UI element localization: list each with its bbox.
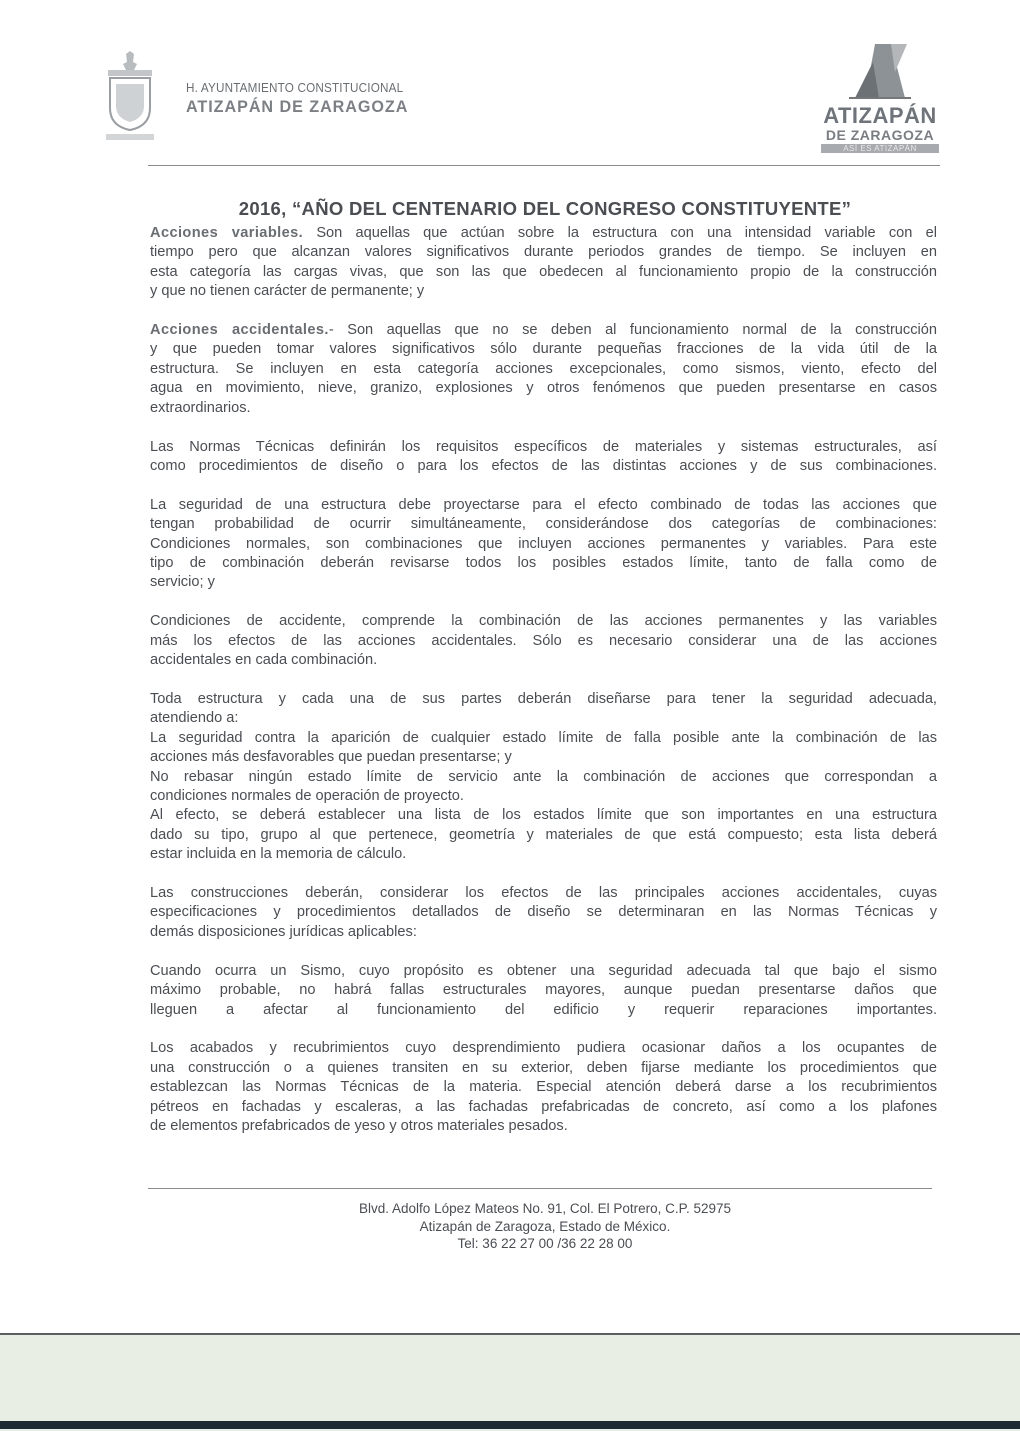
text-line	[150, 535, 937, 554]
text-line	[150, 748, 937, 767]
line-text: tengan probabilidad de ocurrir simultáneamente, considerándose dos categorías de combinaciones:	[150, 516, 937, 533]
text-line	[150, 729, 937, 748]
text-line	[150, 709, 937, 728]
line-text: Cuando ocurra un Sismo, cuyo propósito es obtener una seguridad adecuada tal que bajo el sismo	[150, 962, 937, 979]
line-text: esta categoría las cargas vivas, que son las que obedecen al funcionamiento propio de la construcción	[150, 263, 937, 280]
line-text: La seguridad contra la aparición de cualquier estado límite de falla posible ante la combinación de las	[150, 729, 937, 746]
header-divider	[148, 165, 940, 166]
text-line	[150, 1001, 937, 1020]
text-line	[150, 845, 937, 864]
text-line	[150, 884, 937, 903]
text-line	[150, 573, 937, 592]
text-line	[150, 903, 937, 922]
paragraph	[150, 1039, 937, 1136]
text-line	[150, 1059, 937, 1078]
text-line	[150, 612, 937, 631]
line-text: tiempo pero que alcanzan valores significativos durante periodos grandes de tiempo. Se incluyen en	[150, 244, 937, 261]
line-text: Las Normas Técnicas definirán los requisitos específicos de materiales y sistemas estructurales, así	[150, 438, 937, 455]
text-line	[150, 263, 937, 282]
paragraph	[150, 612, 937, 670]
line-text: extraordinarios.	[150, 399, 251, 416]
text-line	[150, 651, 937, 670]
text-line	[150, 690, 937, 709]
text-line	[150, 515, 937, 534]
text-line	[150, 457, 937, 476]
text-line	[150, 340, 937, 359]
text-line	[150, 554, 937, 573]
text-line	[150, 496, 937, 515]
line-text: atendiendo a:	[150, 710, 239, 727]
text-line	[150, 243, 937, 262]
paragraph	[150, 224, 937, 302]
footer-address-line: Blvd. Adolfo López Mateos No. 91, Col. El Potrero, C.P. 52975	[359, 1201, 731, 1216]
paragraph-heading: Acciones accidentales.	[150, 322, 329, 339]
line-text: estructura. Se incluyen en esta categoría acciones excepcionales, como sismos, viento, efecto del	[150, 360, 937, 377]
scanner-background	[0, 1333, 1020, 1431]
scanner-edge	[0, 1421, 1020, 1429]
line-text: estar incluida en la memoria de cálculo.	[150, 846, 407, 863]
line-text: una construcción o a quienes transiten en su exterior, deben fijarse mediante los procedimientos que	[150, 1059, 937, 1076]
line-text: agua en movimiento, nieve, granizo, explosiones y otros fenómenos que pueden presentarse en casos	[150, 380, 937, 397]
text-line	[150, 826, 937, 845]
line-text: accidentales en cada combinación.	[150, 652, 378, 669]
line-text: pétreos en fachadas y escaleras, a las fachadas prefabricadas de concreto, así como a los plafones	[150, 1098, 937, 1115]
paragraph	[150, 690, 937, 865]
line-text: más los efectos de las acciones accidentales. Sólo es necesario considerar una de las acciones	[150, 632, 937, 649]
line-text: Al efecto, se deberá establecer una lista de los estados límite que son importantes en una estructura	[150, 807, 937, 824]
line-text: Son aquellas que actúan sobre la estructura con una intensidad variable con el	[303, 225, 937, 241]
paragraph	[150, 962, 937, 1020]
text-line	[150, 981, 937, 1000]
text-line	[150, 787, 937, 806]
paragraph	[150, 496, 937, 593]
line-text: demás disposiciones jurídicas aplicables:	[150, 923, 417, 940]
line-text: y que no tienen carácter de permanente; y	[150, 283, 425, 300]
footer-address	[330, 1200, 760, 1253]
text-line	[150, 962, 937, 981]
line-text: La seguridad de una estructura debe proyectarse para el efecto combinado de todas las acciones que	[150, 496, 937, 513]
line-text: - Son aquellas que no se deben al funcionamiento normal de la construcción	[328, 322, 937, 339]
coat-of-arms-seal	[104, 50, 156, 142]
line-text: máximo probable, no habrá fallas estructurales mayores, aunque puedan presentarse daños que	[150, 982, 937, 999]
document-title: 2016, “AÑO DEL CENTENARIO DEL CONGRESO CONSTITUYENTE”	[238, 198, 852, 219]
logo-line-3: ASÍ ES ATIZAPÁN	[821, 144, 939, 153]
line-text: servicio; y	[150, 574, 215, 591]
logo-mark-icon	[845, 42, 915, 100]
line-text: condiciones normales de operación de proyecto.	[150, 787, 464, 804]
line-text: Toda estructura y cada una de sus partes deberán diseñarse para tener la seguridad adecuada,	[150, 690, 937, 707]
text-line	[150, 806, 937, 825]
line-text: acciones más desfavorables que puedan presentarse; y	[150, 749, 512, 766]
text-line	[150, 1117, 937, 1136]
paragraph	[150, 884, 937, 942]
text-line	[150, 1098, 937, 1117]
text-line	[150, 224, 937, 243]
footer-city-line: Atizapán de Zaragoza, Estado de México.	[419, 1218, 671, 1234]
line-text: No rebasar ningún estado límite de servicio ante la combinación de acciones que correspondan a	[150, 768, 937, 785]
line-text: especificaciones y procedimientos detallados de diseño se determinaran en las Normas Técnicas y	[150, 904, 937, 921]
text-line	[150, 923, 937, 942]
text-line	[150, 282, 937, 301]
atizapan-logo	[815, 42, 945, 153]
text-line	[150, 379, 937, 398]
footer-phone-line: Tel: 36 22 27 00 /36 22 28 00	[457, 1236, 633, 1251]
line-text: Las construcciones deberán, considerar los efectos de las principales acciones accidentales, cuyas	[150, 885, 937, 902]
text-line	[150, 399, 937, 418]
text-line	[150, 321, 937, 340]
line-text: de elementos prefabricados de yeso y otros materiales pesados.	[150, 1117, 568, 1134]
text-line	[150, 360, 937, 379]
line-text: establezcan las Normas Técnicas de la materia. Especial atención deberá darse a los recubrimientos	[150, 1079, 937, 1096]
line-text: tipo de combinación deberán revisarse todos los posibles estados límite, tanto de falla como de	[150, 555, 937, 571]
line-text: dado su tipo, grupo al que pertenece, geometría y materiales de que está compuesto; esta lista deberá	[150, 826, 937, 843]
line-text: Los acabados y recubrimientos cuyo desprendimiento pudiera ocasionar daños a los ocupantes de	[150, 1040, 937, 1057]
line-text: Condiciones de accidente, comprende la combinación de las acciones permanentes y las variables	[150, 613, 937, 630]
paragraph	[150, 321, 937, 418]
document-body	[150, 224, 937, 1156]
paragraph	[150, 438, 937, 477]
logo-line-2: DE ZARAGOZA	[825, 127, 935, 143]
text-line	[150, 768, 937, 787]
paragraph-heading: Acciones variables.	[150, 225, 304, 241]
org-line-2: ATIZAPÁN DE ZARAGOZA	[186, 97, 409, 116]
logo-line-1: ATIZAPÁN	[823, 103, 937, 128]
org-line-1: H. AYUNTAMIENTO CONSTITUCIONAL	[186, 80, 404, 95]
line-text: Condiciones normales, son combinaciones que incluyen acciones permanentes y variables. Para este	[150, 535, 937, 552]
text-line	[150, 632, 937, 651]
text-line	[150, 1078, 937, 1097]
footer-divider	[148, 1188, 932, 1189]
text-line	[150, 438, 937, 457]
line-text: lleguen a afectar al funcionamiento del edificio y requerir reparaciones importantes.	[150, 1001, 937, 1018]
text-line	[150, 1039, 937, 1058]
line-text: como procedimientos de diseño o para los efectos de las distintas acciones y de sus combinaciones.	[150, 457, 937, 474]
line-text: y que pueden tomar valores significativos sólo durante pequeñas fracciones de la vida útil de la	[150, 341, 937, 358]
municipality-header	[186, 80, 427, 117]
